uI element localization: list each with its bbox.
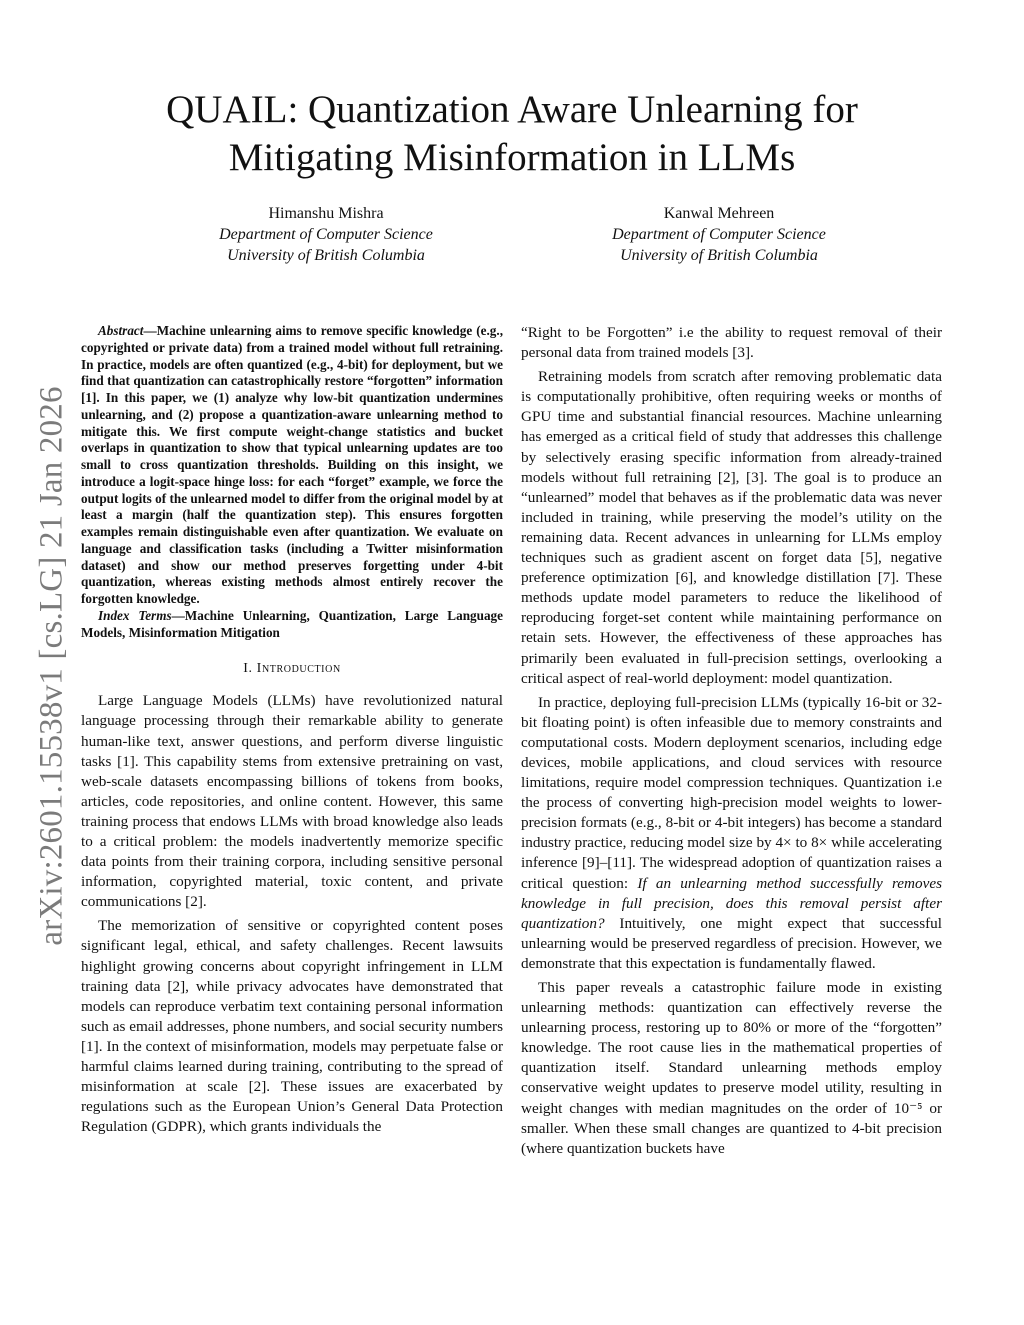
intro-paragraph-2-continued: “Right to be Forgotten” i.e the ability to request removal of their personal data from trained models [3]. (521, 324, 942, 362)
index-terms (81, 608, 503, 642)
intro-paragraph-4-part-a: In practice, deploying full-precision LLMs (typically 16-bit or 32-bit floating point) is often infeasible due to memory constraints and computational costs. Modern deployment scenarios, including edge devices, mobile applications, and cloud services with resource limitations, require model compression techniques. Quantization i.e the process of converting high-precision model weights to lower-precision formats (e.g., 8-bit or 4-bit integers) has become a standard industry practice, reducing model size by 4× to 8× while accelerating inference [9]–[11]. The widespread adoption of quantization raises a critical question: (521, 693, 942, 892)
intro-paragraph-2: The memorization of sensitive or copyrighted content poses significant legal, ethical, and safety challenges. Recent lawsuits highlight growing concerns about copyright infringement in LLM training data [2], while privacy advocates have demonstrated that models can reproduce verbatim text containing personal information such as email addresses, phone numbers, and social security numbers [1]. In the context of misinformation, models may perpetuate false or harmful claims learned during training, contributing to the spread of misinformation at scale [2]. These issues are exacerbated by regulations such as the European Union’s General Data Protection Regulation (GDPR), which grants individuals the (81, 917, 503, 1136)
author-university: University of British Columbia (227, 247, 425, 264)
author-name: Himanshu Mishra (268, 205, 384, 222)
right-column (521, 323, 942, 1159)
title-line-1: QUAIL: Quantization Aware Unlearning for (166, 88, 858, 131)
research-question: If an unlearning method successfully removes knowledge in full precision, does this removal persist after quantization? (521, 874, 942, 932)
index-terms-label: Index Terms (98, 607, 172, 623)
author-block-2 (559, 203, 879, 266)
title-line-2: Mitigating Misinformation in LLMs (228, 136, 796, 179)
intro-paragraph-4 (521, 693, 942, 974)
section-heading-introduction: I. Introduction (243, 661, 341, 677)
index-terms-text: —Machine Unlearning, Quantization, Large Language Models, Misinformation Mitigation (81, 607, 504, 640)
author-block-1 (166, 203, 486, 266)
left-column (81, 323, 503, 1137)
author-department: Department of Computer Science (612, 226, 826, 243)
intro-paragraph-4-part-b: Intuitively, one might expect that successful unlearning would be preserved regardless of precision. However, we demonstrate that this expectation is fundamentally flawed. (521, 914, 942, 972)
abstract-text: —Machine unlearning aims to remove specific knowledge (e.g., copyrighted or private data) from a trained model without full retraining. In practice, models are often quantized (e.g., 4-bit) for deployment, but we find that quantization can catastrophically restore “forgotten” information [1]. In this paper, we (1) analyze why low-bit quantization undermines unlearning, and (2) propose a quantization-aware unlearning method to mitigate this. We first compute weight-change statistics and bucket overlaps in quantization to show that typical unlearning updates are too small to cross quantization thresholds. Building on this insight, we introduce a logit-space hinge loss: for each “forget” example, we force the output logits of the unlearned model to differ from the original model by at least a margin (half the quantization step). This ensures forgotten examples remain distinguishable even after quantization. We evaluate on language and classification tasks (including a Twitter misinformation dataset) and show our method preserves forgetting under 4-bit quantization, whereas existing methods almost entirely recover the forgotten knowledge. (81, 323, 503, 606)
intro-paragraph-3: Retraining models from scratch after removing problematic data is computationally prohibitive, often requiring weeks or months of GPU time and substantial financial resources. Machine unlearning has emerged as a critical field of study that addresses this challenge by selectively erasing specific information from already-trained models without full retraining [2], [3]. The goal is to produce an “unlearned” model that behaves as if the problematic data was never included in training, while preserving the model’s utility on the remaining data. Recent advances in unlearning for LLMs employ techniques such as gradient ascent on forget data [5], negative preference optimization [6], and knowledge distillation [7]. These methods update model parameters to reduce the likelihood of reproducing forget-set content while maintaining performance on retain sets. However, the effectiveness of these approaches has primarily been evaluated in full-precision settings, overlooking a critical aspect of real-world deployment: model quantization. (521, 368, 942, 687)
author-department: Department of Computer Science (219, 226, 433, 243)
paper-title (100, 86, 924, 182)
intro-paragraph-5: This paper reveals a catastrophic failure mode in existing unlearning methods: quantization can effectively reverse the unlearning process, restoring up to 80% or more of the “forgotten” knowledge. The root cause lies in the mathematical properties of quantization itself. Standard unlearning methods employ conservative weight updates to preserve model utility, resulting in weight changes with median magnitudes on the order of 10⁻⁵ or smaller. When these small changes are quantized to 4-bit precision (where quantization buckets have (521, 979, 942, 1157)
abstract-label: Abstract (98, 323, 144, 338)
author-name: Kanwal Mehreen (663, 205, 775, 222)
abstract (81, 323, 503, 608)
arxiv-identifier: arXiv:2601.15538v1 [cs.LG] 21 Jan 2026 (33, 386, 70, 946)
author-university: University of British Columbia (620, 247, 818, 264)
intro-paragraph-1: Large Language Models (LLMs) have revolutionized natural language processing through their remarkable ability to generate human-like text, answer questions, and perform diverse linguistic tasks [1]. This capability stems from extensive pretraining on vast, web-scale datasets encompassing billions of tokens from books, articles, code repositories, and online content. However, this same training process that endows LLMs with broad knowledge also leads to a critical problem: the models inadvertently memorize specific data points from their training corpora, including sensitive personal information, copyrighted material, toxic content, and private communications [2]. (81, 692, 503, 911)
